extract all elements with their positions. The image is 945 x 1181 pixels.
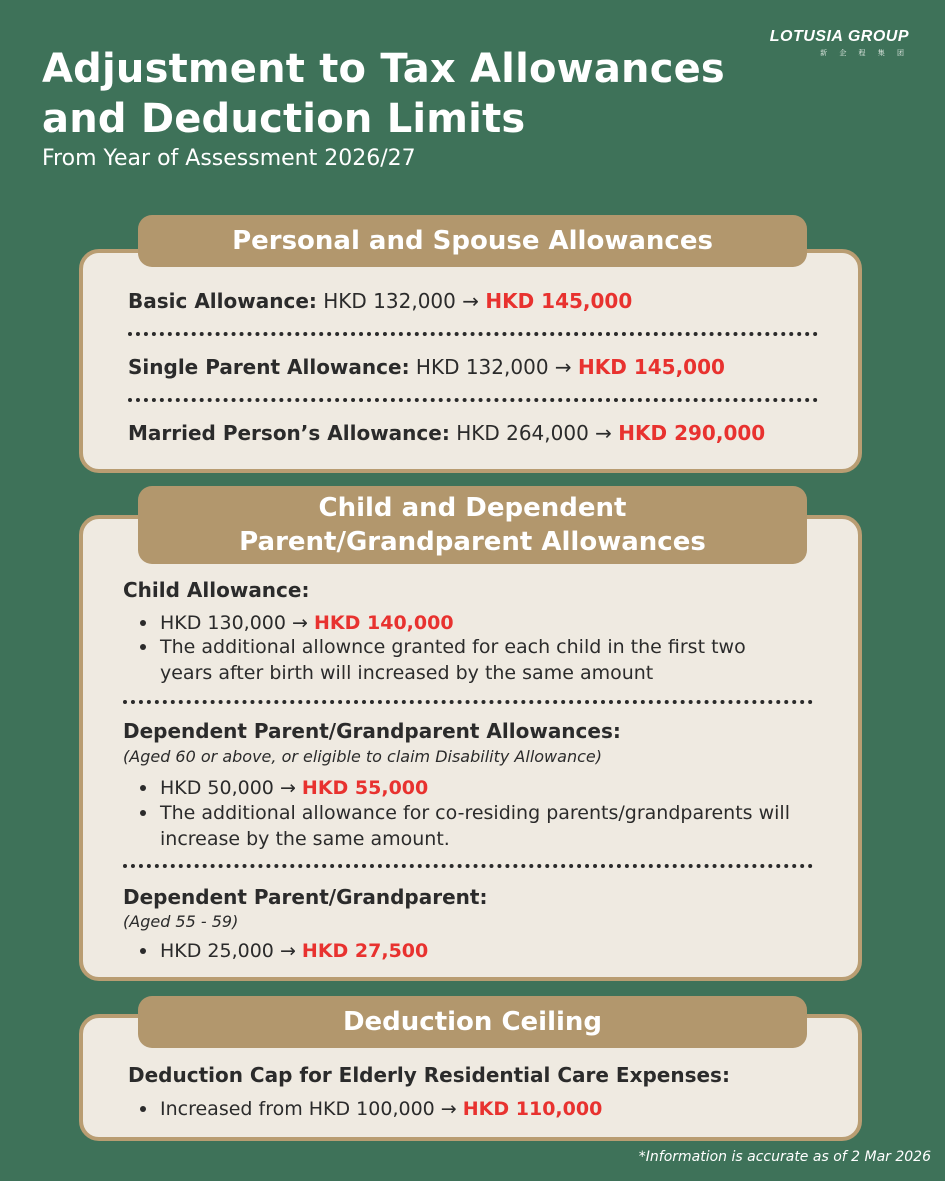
page-subtitle: From Year of Assessment 2026/27 [42,146,416,171]
arrow-icon: → [440,1098,457,1120]
new-value: HKD 27,500 [301,940,429,962]
arrow-icon: → [292,612,308,634]
new-value: HKD 145,000 [578,355,725,379]
list-item: The additional allowance for co-residing parents/grandparents will increase by the same amount. [160,800,810,852]
old-value: HKD 130,000 [160,612,286,634]
arrow-icon: → [462,289,479,313]
basic-allowance-label: Basic Allowance: [128,289,317,313]
footnote: *Information is accurate as of 2 Mar 2026 [638,1149,931,1165]
dependent-parent-55-note: (Aged 55 - 59) [123,912,239,931]
list-item: The additional allownce granted for each child in the first two years after birth will increased by the same amount [160,634,750,686]
divider [123,700,813,704]
logo-subtitle: 新 企 程 集 团 [820,49,909,57]
list-item [160,775,428,801]
married-person-allowance-row [128,421,765,445]
new-value: HKD 145,000 [485,289,633,313]
old-value: HKD 264,000 [456,421,589,445]
elderly-care-heading: Deduction Cap for Elderly Residential Care Expenses: [128,1063,730,1087]
arrow-icon: → [554,355,572,379]
old-value: HKD 132,000 [415,355,549,379]
arrow-icon: → [279,940,296,962]
old-value: HKD 132,000 [323,289,456,313]
new-value: HKD 55,000 [301,777,429,799]
basic-allowance-row [128,289,632,313]
old-value: HKD 25,000 [160,940,274,962]
logo-name: LOTUSIA GROUP [769,28,909,45]
single-parent-allowance-row [128,355,725,379]
page-title: Adjustment to Tax Allowances and Deduction Limits [42,46,725,142]
personal-allowances-title: Personal and Spouse Allowances [138,215,807,267]
divider [128,332,818,336]
child-dependent-allowances-title: Child and Dependent Parent/Grandparent Allowances [138,486,807,564]
divider [128,398,818,402]
list-item [160,1096,602,1122]
old-value: HKD 50,000 [160,777,274,799]
arrow-icon: → [279,777,296,799]
list-item [160,610,454,636]
new-value: HKD 290,000 [618,421,766,445]
child-allowance-heading: Child Allowance: [123,578,310,602]
divider [123,864,813,868]
brand-logo [770,28,909,58]
new-value: HKD 110,000 [462,1098,603,1120]
dependent-parent-55-heading: Dependent Parent/Grandparent: [123,885,488,909]
list-item [160,938,428,964]
dependent-parent-60-note: (Aged 60 or above, or eligible to claim Disability Allowance) [123,747,602,766]
single-parent-allowance-label: Single Parent Allowance: [128,355,410,379]
married-person-allowance-label: Married Person’s Allowance: [128,421,450,445]
new-value: HKD 140,000 [314,612,454,634]
arrow-icon: → [595,421,612,445]
old-value: Increased from HKD 100,000 [160,1098,435,1120]
dependent-parent-60-heading: Dependent Parent/Grandparent Allowances: [123,719,621,743]
deduction-ceiling-title: Deduction Ceiling [138,996,807,1048]
